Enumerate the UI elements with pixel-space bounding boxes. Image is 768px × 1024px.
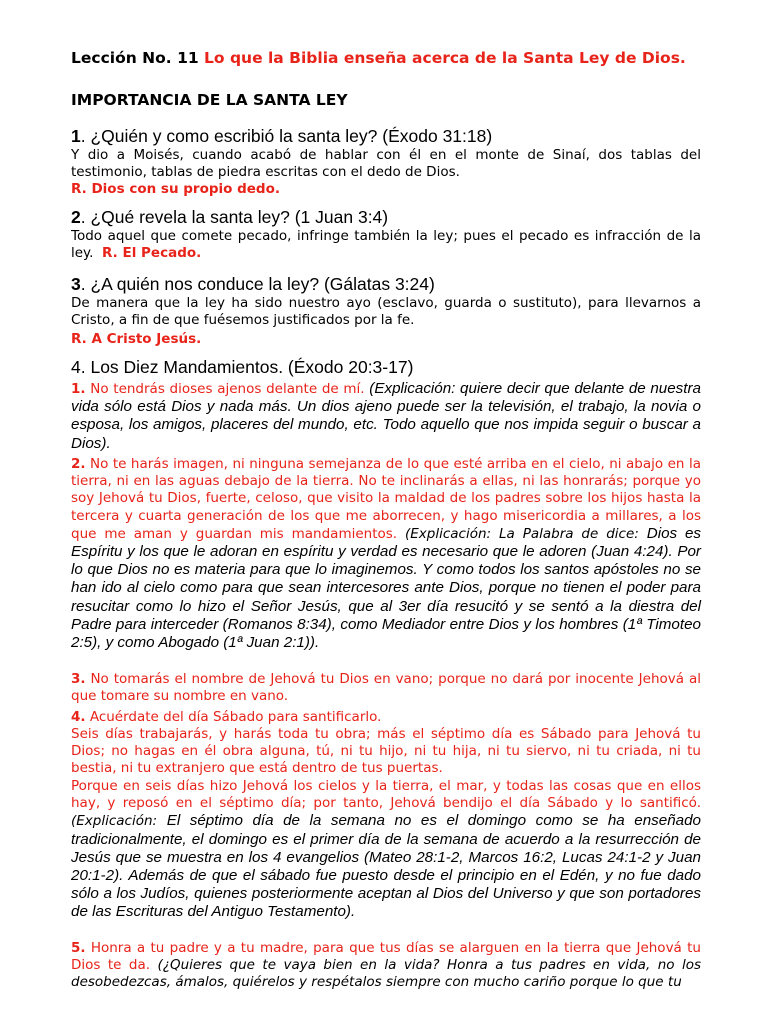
commandment-text: No tomarás el nombre de Jehová tu Dios en vano; porque no dará por inocente Jehová al que tomare su nombre en vano. [71, 671, 701, 705]
lesson-heading [71, 48, 701, 68]
lesson-title: Lo que la Biblia enseña acerca de la Santa Ley de Dios. [204, 49, 686, 67]
answer-3: R. A Cristo Jesús. [71, 331, 202, 347]
commandment-4-verse-2 [71, 778, 701, 922]
commandment-number: 3. [71, 671, 86, 687]
commandment-explanation: Dios es Espíritu y los que le adoran en espíritu y verdad es necesario que le adoren (Juan 4:24). Por lo que Dios no es materia para que lo imaginemos. Y como todos los santos apóstoles no se han ido al cielo como para que sean intercesores ante Dios, porque no tienen el poder para resucitar como lo hizo el Señor Jesús, que al 3er día resucitó y se sentó a la diestra del Padre para interceder (Romanos 8:34), como Mediador entre Dios y los hombres (1ª Timoteo 2:5), y como Abogado (1ª Juan 2:1)). [71, 524, 701, 652]
commandment-explanation-lead: (Explicación: [71, 813, 167, 830]
commandment-2 [71, 456, 701, 652]
question-3 [71, 274, 701, 295]
scripture-text [71, 228, 701, 262]
question-text: . ¿Quién y como escribió la santa ley? (Éxodo 31:18) [80, 126, 493, 146]
commandment-number: 1. [71, 381, 86, 397]
commandment-explanation: (¿Quieres que te vaya bien en la vida? Honra a tus padres en vida, no los desobedezcas, ámalos, quiérelos y respétalos siempre con mucho cariño porque lo que tu [71, 957, 701, 991]
commandment-number: 5. [71, 940, 86, 956]
commandment-1 [71, 380, 701, 453]
question-text: . ¿Qué revela la santa ley? (1 Juan 3:4) [80, 207, 389, 227]
question-number: 2 [71, 207, 81, 227]
commandment-4-verse: Seis días trabajarás, y harás toda tu obra; más el séptimo día es Sábado para Jehová tu Dios; no hagas en él obra alguna, tú, ni tu hijo, ni tu hija, ni tu siervo, ni tu criada, ni tu bestia, ni tu extranjero que está dentro de tus puertas. [71, 726, 701, 777]
commandment-text: No te harás imagen, ni ninguna semejanza de lo que esté arriba en el cielo, ni abajo en la tierra, ni en las aguas debajo de la tierra. No te inclinarás a ellas, ni las honrarás; porque yo soy Jehová tu Dios, fuerte, celoso, que visito la maldad de los padres sobre los hijos hasta la tercera y cuarta generación de los que me aborrecen, y hago misericordia a millares, a los que me aman y guardan mis mandamientos. [71, 456, 701, 542]
commandment-5 [71, 940, 701, 992]
answer-2: R. El Pecado. [102, 245, 202, 262]
scripture-text: De manera que la ley ha sido nuestro ayo (esclavo, guarda o sustituto), para llevarnos a Cristo, a fin de que fuésemos justificados por la fe. [71, 295, 701, 329]
question-text: . ¿A quién nos conduce la ley? (Gálatas 3:24) [80, 274, 435, 294]
commandment-explanation: (Explicación: quiere decir que delante de nuestra vida sólo está Dios y nada más. Un dios ajeno puede ser la televisión, el trabajo, la novia o esposa, los amigos, placeres del mundo, etc. Todo aquello que nos impida seguir o buscar a Dios). [71, 380, 701, 452]
question-1 [71, 126, 701, 147]
scripture-text: Y dio a Moisés, cuando acabó de hablar con él en el monte de Sinaí, dos tablas del testimonio, tablas de piedra escritas con el dedo de Dios. [71, 147, 701, 181]
section-title: IMPORTANCIA DE LA SANTA LEY [71, 91, 348, 109]
commandment-4 [71, 709, 701, 726]
commandment-text: Honra a tu padre y a tu madre, para que tus días se alarguen en la tierra que Jehová tu Dios te da. [71, 940, 701, 974]
commandment-number: 2. [71, 456, 86, 472]
commandment-3 [71, 671, 701, 705]
lesson-label: Lección No. 11 [71, 49, 205, 67]
scripture-body: Todo aquel que comete pecado, infringe también la ley; pues el pecado es infracción de la ley. [71, 228, 701, 262]
answer-1: R. Dios con su propio dedo. [71, 181, 280, 197]
commandment-text: No tendrás dioses ajenos delante de mí. [85, 381, 370, 397]
commandments-heading: 4. Los Diez Mandamientos. (Éxodo 20:3-17) [71, 357, 414, 377]
commandment-number: 4. [71, 709, 86, 725]
commandment-text: Porque en seis días hizo Jehová los cielos y la tierra, el mar, y todas las cosas que en ellos hay, y reposó en el séptimo día; por tanto, Jehová bendijo el día Sábado y lo santificó. [71, 778, 701, 812]
question-number: 3 [71, 274, 81, 294]
question-2 [71, 207, 701, 228]
commandment-text: Acuérdate del día Sábado para santificarlo. [85, 709, 382, 725]
question-number: 1 [71, 126, 81, 146]
commandment-explanation-lead: (Explicación: La Palabra de dice: [397, 525, 647, 542]
commandment-explanation: El séptimo día de la semana no es el domingo como se ha enseñado tradicionalmente, el domingo es el primer día de la semana de acuerdo a la resurrección de Jesús que se muestra en los 4 evangelios (Mateo 28:1-2, Marcos 16:2, Lucas 24:1-2 y Juan 20:1-2). Además de que el sábado fue puesto desde el principio en el Edén, y no fue dado sólo a los Judíos, quienes posteriormente aceptan al Dios del Universo y que son portadores de las Escrituras del Antiguo Testamento). [71, 812, 701, 921]
